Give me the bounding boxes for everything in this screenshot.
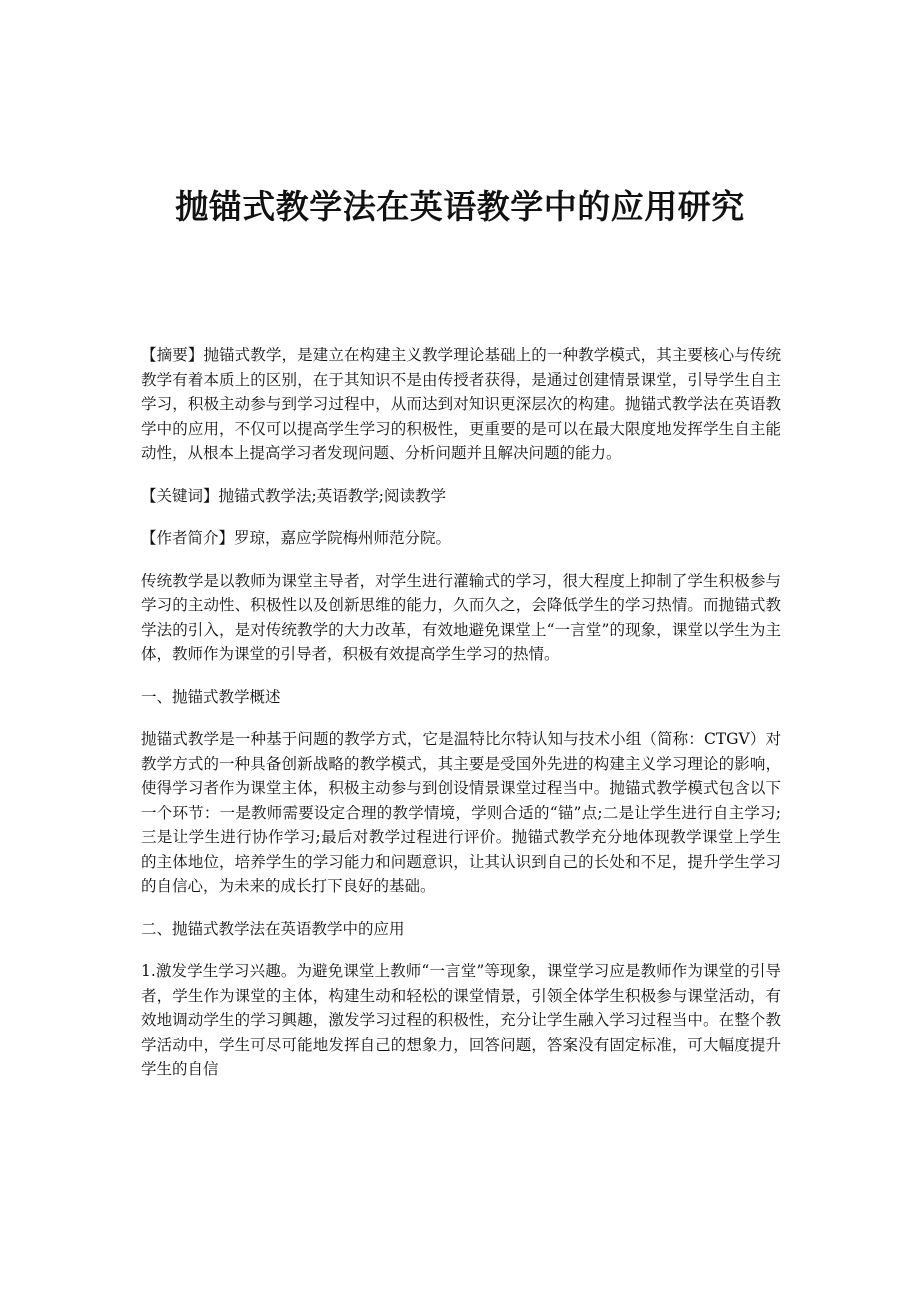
section-1-paragraph: 抛锚式教学是一种基于问题的教学方式，它是温特比尔特认知与技术小组（简称：CTGV）对教学方式的一种具备创新战略的教学模式，其主要是受国外先进的构建主义学习理论的影响，使得学习者作为课堂主体，积极主动参与到创设情景课堂过程当中。抛锚式教学模式包含以下一个环节：一是教师需要设定合理的教学情境，学则合适的“锚”点;二是让学生进行自主学习;三是让学生进行协作学习;最后对教学过程进行评价。抛锚式教学充分地体现教学课堂上学生的主体地位，培养学生的学习能力和问题意识，让其认识到自己的长处和不足，提升学生学习的自信心，为未来的成长打下良好的基础。	[141, 730, 781, 895]
section-2-paragraph: 1.激发学生学习兴趣。为避免课堂上教师“一言堂”等现象，课堂学习应是教师作为课堂的引导者，学生作为课堂的主体，构建生动和轻松的课堂情景，引领全体学生积极参与课堂活动，有效地调动学生的学习興趣，激发学习过程的积极性，充分让学生融入学习过程当中。在整个教学活动中，学生可尽可能地发挥自己的想象力，回答问题，答案没有固定标准，可大幅度提升学生的自信	[141, 962, 781, 1078]
document-body	[141, 343, 781, 1100]
keywords-line: 【关键词】抛锚式教学法;英语教学;阅读教学	[141, 486, 446, 505]
abstract-paragraph: 【摘要】抛锚式教学，是建立在构建主义教学理论基础上的一种教学模式，其主要核心与传统教学有着本质上的区别，在于其知识不是由传授者获得，是通过创建情景课堂，引导学生自主学习，积极主动参与到学习过程中，从而达到对知识更深层次的构建。抛锚式教学法在英语教学中的应用，不仅可以提高学生学习的积极性，更重要的是可以在最大限度地发挥学生自主能动性，从根本上提高学习者发现问题、分析问题并且解决问题的能力。	[141, 346, 781, 462]
section-2-heading: 二、抛锚式教学法在英语教学中的应用	[141, 919, 405, 938]
author-line: 【作者简介】罗琼，嘉应学院梅州师范分院。	[141, 529, 452, 547]
section-1-heading: 一、抛锚式教学概述	[141, 687, 281, 706]
document-title: 抛锚式教学法在英语教学中的应用研究	[175, 187, 745, 226]
intro-paragraph: 传统教学是以教师为课堂主导者，对学生进行灌输式的学习，很大程度上抑制了学生积极参与学习的主动性、积极性以及创新思维的能力，久而久之，会降低学生的学习热情。而抛锚式教学法的引入，是对传统教学的大力改革，有效地避免课堂上“一言堂”的现象，课堂以学生为主体，教师作为课堂的引导者，积极有效提高学生学习的热情。	[141, 571, 781, 663]
